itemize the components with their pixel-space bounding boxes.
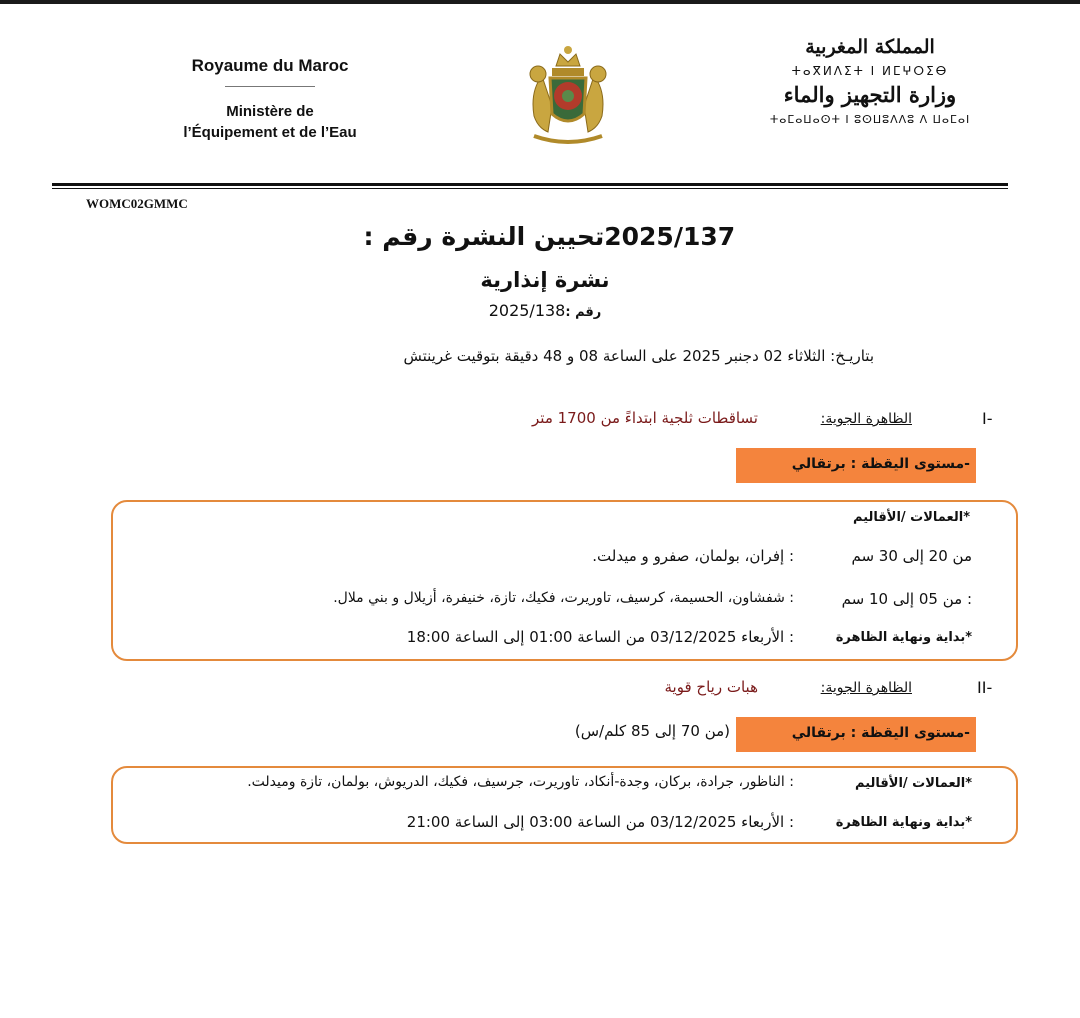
kingdom-fr: Royaume du Maroc — [191, 56, 349, 75]
section1-alert-label: -مستوى اليقظة : برتقالي — [791, 456, 970, 472]
kingdom-tifinagh: ⵜⴰⴳⵍⴷⵉⵜ ⵏ ⵍⵎⵖⵔⵉⴱ — [791, 64, 949, 78]
section2-alert-label: -مستوى اليقظة : برتقالي — [791, 725, 970, 741]
section2-phenomenon-value: هبات رياح قوية — [664, 678, 758, 696]
document-code: WOMC02GMMC — [86, 196, 188, 211]
section2-alert-extra: (من 70 إلى 85 كلم/س) — [574, 722, 730, 740]
ministry-fr-line1: Ministère de — [226, 103, 314, 120]
french-header — [130, 56, 410, 143]
section2-regions-value: : الناظور، جرادة، بركان، وجدة-أنكاد، تاوريرت، جرسيف، فكيك، الدريوش، بولمان، تازة وميدلت. — [247, 774, 794, 790]
bulletin-number-value: 2025/138 — [488, 301, 566, 320]
section1-row2-label: : من 05 إلى 10 سم — [841, 590, 972, 608]
section2-time-label: *بداية ونهاية الظاهرة — [835, 815, 972, 830]
section1-regions-header: *العمالات /الأقاليم — [853, 510, 970, 525]
top-edge-strip — [0, 0, 1080, 4]
section1-alert-bar — [736, 448, 976, 483]
section1-row1-value: : إفران، بولمان، صفرو و ميدلت. — [592, 547, 794, 565]
section2-regions-label: *العمالات /الأقاليم — [855, 776, 972, 791]
section1-phenomenon-value: تساقطات ثلجية ابتداءً من 1700 متر — [532, 409, 758, 427]
header-divider — [225, 86, 315, 87]
bulletin-type: نشرة إنذارية — [480, 268, 610, 292]
update-title — [300, 222, 790, 251]
section2-time-value: : الأربعاء 03/12/2025 من الساعة 03:00 إلى الساعة 21:00 — [406, 813, 794, 831]
ministry-tifinagh: ⵜⴰⵎⴰⵡⴰⵙⵜ ⵏ ⵓⵙⵡⵓⴷⴷⵓ ⴷ ⵡⴰⵎⴰⵏ — [769, 113, 971, 126]
ministry-ar: وزارة التجهيز والماء — [783, 82, 957, 107]
issue-date: بتاريـخ: الثلاثاء 02 دجنبر 2025 على الساعة 08 و 48 دقيقة بتوقيت غرينتش — [403, 347, 874, 365]
section2-phenomenon-label: الظاهرة الجوية: — [820, 680, 912, 696]
section1-time-label: *بداية ونهاية الظاهرة — [835, 630, 972, 645]
section1-row1-label: من 20 إلى 30 سم — [851, 547, 972, 565]
section2-number: II- — [977, 678, 993, 697]
bulletin-number — [300, 301, 790, 320]
section1-row2-value: : شفشاون، الحسيمة، كرسيف، تاوريرت، فكيك، تازة، خنيفرة، أزيلال و بني ملال. — [333, 590, 794, 606]
section2-alert-bar — [736, 717, 976, 752]
section1-phenomenon-label: الظاهرة الجوية: — [820, 411, 912, 427]
kingdom-ar: المملكة المغربية — [805, 36, 935, 58]
update-number: 2025/137 — [604, 222, 736, 251]
section1-number: I- — [982, 409, 993, 428]
section1-time-value: : الأربعاء 03/12/2025 من الساعة 01:00 إلى الساعة 18:00 — [406, 628, 794, 646]
header-rule-thin — [52, 188, 1008, 189]
coat-of-arms-icon — [512, 36, 624, 148]
header-rule-thick — [52, 183, 1008, 186]
update-label: تحيين النشرة رقم : — [354, 222, 605, 251]
bulletin-number-label: رقم : — [565, 305, 602, 320]
arabic-header — [760, 36, 980, 126]
ministry-fr-line2: l’Équipement et de l’Eau — [183, 124, 357, 141]
